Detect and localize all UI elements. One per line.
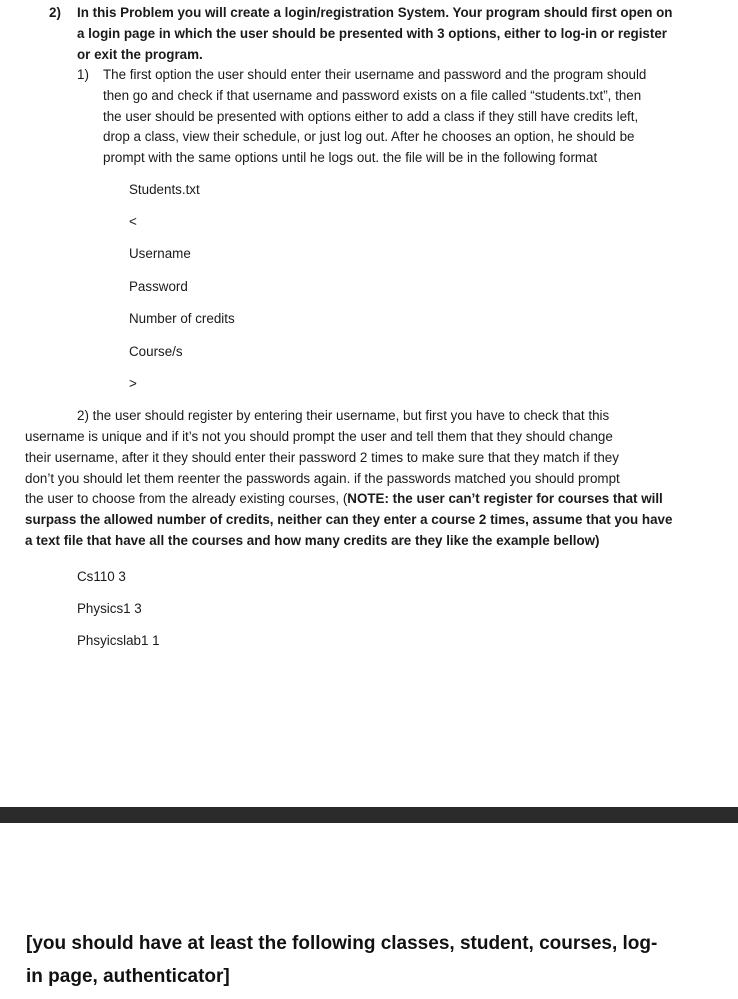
- option2-text: [25, 427, 672, 552]
- problem-intro: [77, 3, 672, 65]
- file-format-field-credits: Number of credits: [129, 311, 235, 326]
- course-example: Physics1 3: [77, 601, 142, 616]
- option2-line: don’t you should let them reenter the passwords again. if the passwords matched you should prompt: [25, 470, 620, 486]
- intro-line: or exit the program.: [77, 46, 203, 62]
- option1-line: The first option the user should enter their username and password and the program should: [103, 67, 647, 82]
- file-format-open: <: [129, 214, 137, 229]
- footer-note: [26, 927, 657, 993]
- footer-line: in page, authenticator]: [26, 966, 230, 987]
- option1-text: [103, 65, 646, 169]
- divider-bar: [0, 807, 738, 823]
- file-format-field-password: Password: [129, 279, 188, 294]
- intro-line: a login page in which the user should be presented with 3 options, either to log-in or register: [77, 25, 667, 41]
- option1-line: then go and check if that username and password exists on a file called “students.txt”, then: [103, 87, 642, 103]
- footer-line: [you should have at least the following classes, student, courses, log-: [26, 933, 658, 954]
- file-format-field-username: Username: [129, 246, 191, 261]
- option1-line: prompt with the same options until he logs out. the file will be in the following format: [103, 150, 598, 166]
- option1-line: drop a class, view their schedule, or just log out. After he chooses an option, he should be: [103, 129, 635, 145]
- option2-note: NOTE: the user can’t register for courses that will: [347, 491, 663, 507]
- option2-line: [25, 489, 672, 510]
- option2-line: their username, after it they should enter their password 2 times to make sure that they match if they: [25, 449, 619, 465]
- problem-number: 2): [49, 5, 61, 20]
- file-format-close: >: [129, 376, 137, 391]
- option1-line: the user should be presented with options either to add a class if they still have credits left,: [103, 108, 639, 124]
- option2-line: username is unique and if it’s not you should prompt the user and tell them that they should change: [25, 429, 613, 444]
- option1-number: 1): [77, 67, 89, 82]
- course-example: Phsyicslab1 1: [77, 633, 160, 648]
- intro-line: In this Problem you will create a login/registration System. Your program should first open on: [77, 5, 673, 20]
- file-format-field-courses: Course/s: [129, 344, 183, 359]
- file-format-filename: Students.txt: [129, 182, 200, 197]
- option2-note-line: a text file that have all the courses and how many credits are they like the example bellow): [25, 532, 600, 548]
- option2-line: 2) the user should register by entering their username, but first you have to check that this: [77, 408, 610, 423]
- option2-note-line: surpass the allowed number of credits, neither can they enter a course 2 times, assume that you have: [25, 512, 673, 528]
- course-example: Cs110 3: [77, 569, 126, 584]
- option2-line5-plain: the user to choose from the already existing courses, (: [25, 491, 348, 507]
